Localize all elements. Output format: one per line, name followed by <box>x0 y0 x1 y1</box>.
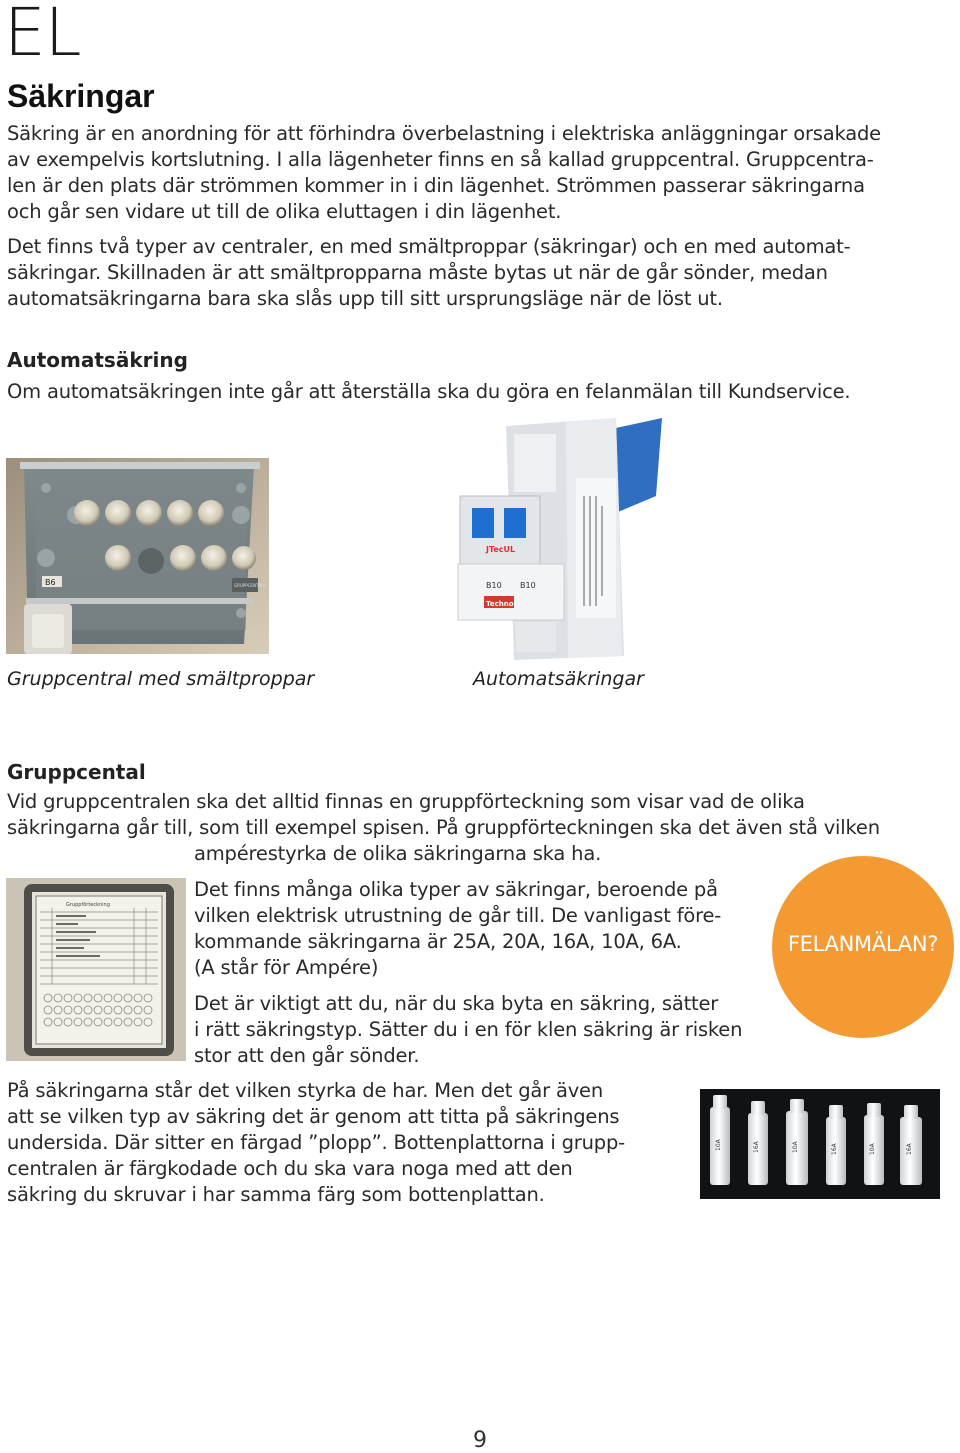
felanmalan-callout <box>772 856 954 1038</box>
gruppcentral-paragraph-2 <box>194 877 721 981</box>
fuses-photo <box>700 1089 940 1199</box>
group-list-photo <box>6 878 186 1061</box>
fuse-2-label: 16A <box>753 1141 760 1153</box>
gruppcentral-paragraph-1 <box>7 789 880 867</box>
text-line: i rätt säkringstyp. Sätter du i en för klen säkring är risken <box>194 1018 743 1041</box>
text-line: säkringar. Skillnaden är att smältpropparna måste bytas ut när de går sönder, medan <box>7 261 828 284</box>
fuse-4-label: 16A <box>831 1143 838 1155</box>
text-line: (A står för Ampére) <box>194 956 379 979</box>
text-line: centralen är färgkodade och du ska vara noga med att den <box>7 1157 573 1180</box>
intro-paragraph-1 <box>7 121 881 225</box>
text-line: len är den plats där strömmen kommer in i din lägenhet. Strömmen passerar säkringarna <box>7 174 865 197</box>
text-line: vilken elektrisk utrustning de går till. De vanligast före- <box>194 904 722 927</box>
caption-fuse-box: Gruppcentral med smältproppar <box>7 668 315 690</box>
text-line: undersida. Där sitter en färgad ”plopp”. Bottenplattorna i grupp- <box>7 1131 625 1154</box>
intro-paragraph-2 <box>7 234 850 312</box>
text-line: Det är viktigt att du, när du ska byta en säkring, sätter <box>194 992 719 1015</box>
text-line: av exempelvis kortslutning. I alla lägenheter finns en så kallad gruppcentral. Gruppcentra- <box>7 148 874 171</box>
gruppcentral-heading: Gruppcental <box>7 760 146 784</box>
text-line: ampérestyrka de olika säkringarna ska ha. <box>194 842 602 865</box>
section-label: EL <box>4 0 81 71</box>
text-line: Det finns många olika typer av säkringar, beroende på <box>194 878 718 901</box>
text-line: stor att den går sönder. <box>194 1044 420 1067</box>
panel-plate-label: GRUPPCENTRAL <box>234 583 266 588</box>
gruppcentral-paragraph-4 <box>7 1078 625 1208</box>
text-line: säkringarna går till, som till exempel spisen. På gruppförteckningen ska det även stå vilken <box>7 816 880 839</box>
fuse-3-label: 10A <box>792 1141 799 1153</box>
text-line: Vid gruppcentralen ska det alltid finnas en gruppförteckning som visar vad de olika <box>7 790 805 813</box>
text-line: Det finns två typer av centraler, en med smältproppar (säkringar) och en med automat- <box>7 235 851 258</box>
breaker-rating-left: B10 <box>486 581 502 590</box>
fuse-1-label: 10A <box>715 1139 722 1151</box>
breaker-photo <box>456 416 668 660</box>
automat-text: Om automatsäkringen inte går att återställa ska du göra en felanmälan till Kundservice. <box>7 380 851 403</box>
text-line: På säkringarna står det vilken styrka de har. Men det går även <box>7 1079 604 1102</box>
text-line: och går sen vidare ut till de olika eluttagen i din lägenhet. <box>7 200 562 223</box>
page-number: 9 <box>473 1428 487 1453</box>
breaker-rating-right: B10 <box>520 581 536 590</box>
fuse-box-photo <box>6 458 269 654</box>
caption-breakers: Automatsäkringar <box>473 668 644 690</box>
breaker-brand-label: JTecUL <box>486 545 516 554</box>
fuse-5-label: 10A <box>869 1143 876 1155</box>
text-line: kommande säkringarna är 25A, 20A, 16A, 10A, 6A. <box>194 930 682 953</box>
text-line: att se vilken typ av säkring det är genom att titta på säkringens <box>7 1105 620 1128</box>
list-header-text: Gruppförteckning <box>66 902 110 908</box>
text-line: säkring du skruvar i har samma färg som bottenplattan. <box>7 1183 545 1206</box>
page-title: Säkringar <box>7 78 155 114</box>
text-line: automatsäkringarna bara ska slås upp till sitt ursprungsläge när de löst ut. <box>7 287 723 310</box>
automat-heading: Automatsäkring <box>7 348 188 372</box>
text-line: Säkring är en anordning för att förhindra överbelastning i elektriska anläggningar orsakade <box>7 122 881 145</box>
gruppcentral-paragraph-3 <box>194 991 742 1069</box>
panel-label-b6: B6 <box>45 578 56 587</box>
breaker-maker-label: Techno <box>486 600 514 608</box>
fuse-6-label: 16A <box>906 1143 913 1155</box>
callout-label: FELANMÄLAN? <box>787 932 939 956</box>
